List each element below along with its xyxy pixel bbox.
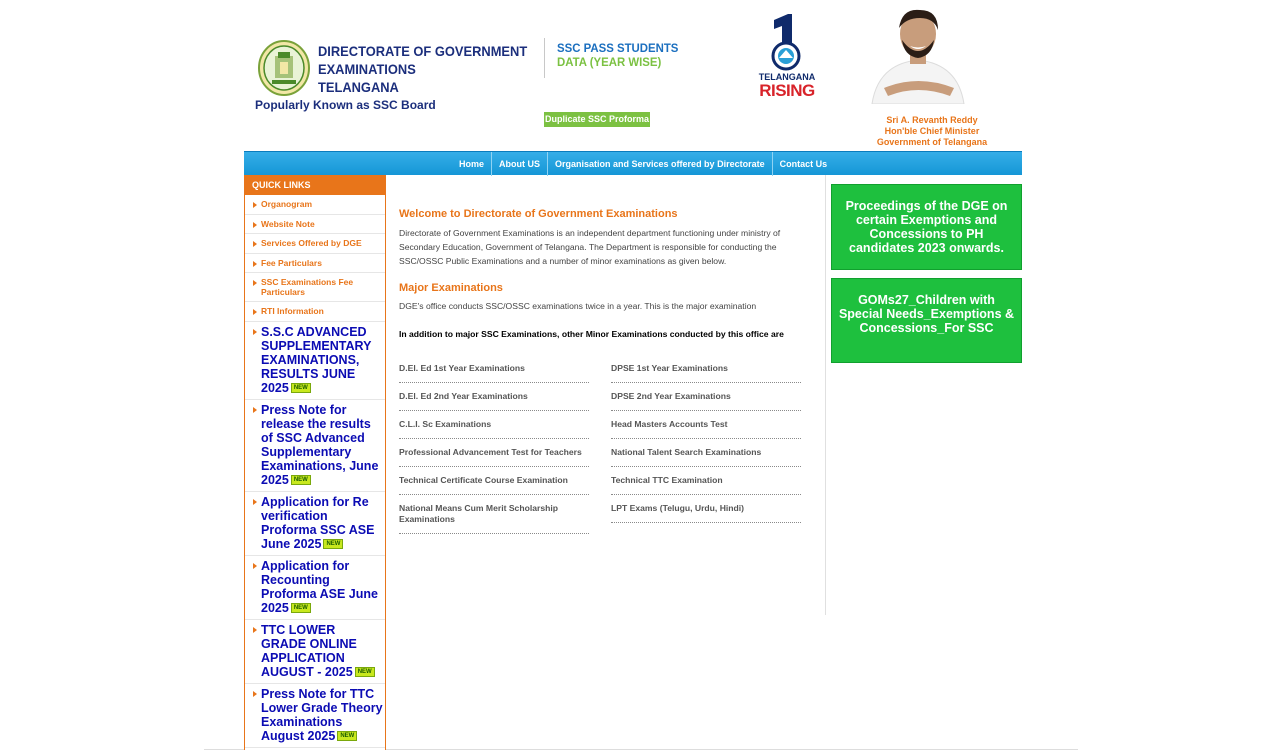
news-item[interactable] (245, 322, 385, 400)
news-item[interactable] (245, 400, 385, 492)
major-exams-title: Major Examinations (399, 282, 503, 294)
cm-caption (866, 115, 998, 148)
nav-organisation-services[interactable]: Organisation and Services offered by Directorate (548, 152, 773, 176)
nav-home[interactable]: Home (452, 152, 492, 176)
quick-link-services[interactable]: Services Offered by DGE (245, 234, 385, 254)
new-badge-icon: NEW (291, 603, 311, 613)
nav-about-us[interactable]: About US (492, 152, 548, 176)
news-text: Application for Recounting Proforma ASE June 2025 (261, 558, 378, 615)
news-text: Press Note for release the results of SSC Advanced Supplementary Examinations, June 2025 (261, 402, 379, 487)
news-item[interactable] (245, 684, 385, 748)
quick-link-rti-information[interactable]: RTI Information (245, 302, 385, 322)
major-exams-body: DGE's office conducts SSC/OSSC examinations twice in a year. This is the major examination (399, 301, 757, 311)
news-text: Press Note for TTC Lower Grade Theory Examinations August 2025 (261, 686, 383, 743)
quick-link-website-note[interactable]: Website Note (245, 215, 385, 235)
cm-name: Sri A. Revanth Reddy (886, 115, 978, 125)
exam-item[interactable]: D.El. Ed 2nd Year Examinations (399, 391, 589, 411)
rising-text-line2: RISING (759, 81, 815, 100)
quick-link-organogram[interactable]: Organogram (245, 195, 385, 215)
quick-link-fee-particulars[interactable]: Fee Particulars (245, 254, 385, 274)
exam-list-right (611, 363, 801, 531)
news-item[interactable] (245, 620, 385, 684)
chief-minister-photo (864, 2, 972, 104)
news-text: TTC LOWER GRADE ONLINE APPLICATION AUGUST - 2025 (261, 622, 357, 679)
exam-item[interactable]: Technical Certificate Course Examination (399, 475, 589, 495)
exam-item[interactable]: LPT Exams (Telugu, Urdu, Hindi) (611, 503, 801, 523)
ssc-pass-students-link[interactable] (557, 41, 678, 69)
org-title-line: EXAMINATIONS (318, 61, 416, 77)
duplicate-ssc-proforma-button[interactable]: Duplicate SSC Proforma (544, 112, 650, 127)
new-badge-icon: NEW (291, 475, 311, 485)
exam-item[interactable]: D.El. Ed 1st Year Examinations (399, 363, 589, 383)
ph-exemptions-proceedings-link[interactable]: Proceedings of the DGE on certain Exemptions and Concessions to PH candidates 2023 onwards. (831, 184, 1022, 270)
new-badge-icon: NEW (291, 383, 311, 393)
welcome-body: Directorate of Government Examinations is an independent department functioning under ministry of Secondary Education, Government of Telangana. The Department is responsible for conducting the SSC/OSSC Public Examinations and a number of minor examinations as given below. (399, 228, 781, 266)
minor-exams-intro: In addition to major SSC Examinations, other Minor Examinations conducted by this office are (399, 329, 784, 339)
exam-item[interactable]: Professional Advancement Test for Teachers (399, 447, 589, 467)
news-item[interactable] (245, 492, 385, 556)
new-badge-icon: NEW (323, 539, 343, 549)
nav-contact-us[interactable]: Contact Us (779, 159, 828, 169)
exam-item[interactable]: C.L.I. Sc Examinations (399, 419, 589, 439)
goms27-special-needs-link[interactable]: GOMs27_Children with Special Needs_Exemptions & Concessions_For SSC (831, 278, 1022, 363)
exam-list-left (399, 363, 589, 542)
org-title[interactable] (318, 42, 527, 96)
main-content (386, 175, 826, 615)
exam-item[interactable]: DPSE 2nd Year Examinations (611, 391, 801, 411)
quick-links-heading: QUICK LINKS (245, 175, 385, 195)
exam-item[interactable]: National Means Cum Merit Scholarship Examinations (399, 503, 589, 534)
news-text: Application for Re verification Proforma SSC ASE June 2025 (261, 494, 375, 551)
exam-item[interactable]: National Talent Search Examinations (611, 447, 801, 467)
welcome-title: Welcome to Directorate of Government Examinations (399, 208, 678, 220)
main-navbar (244, 151, 1022, 175)
exam-item[interactable]: DPSE 1st Year Examinations (611, 363, 801, 383)
header-divider (544, 38, 545, 78)
quick-links-sidebar (244, 175, 386, 750)
quick-link-ssc-fee-particulars[interactable]: SSC Examinations Fee Particulars (245, 273, 385, 302)
rising-text-line1: TELANGANA (758, 72, 816, 82)
new-badge-icon: NEW (337, 731, 357, 741)
news-text: S.S.C ADVANCED SUPPLEMENTARY EXAMINATIONS, RESULTS JUNE 2025 (261, 324, 372, 395)
pass-students-line2: DATA (YEAR WISE) (557, 55, 662, 69)
org-title-line: TELANGANA (318, 79, 399, 95)
cm-govt: Government of Telangana (876, 137, 988, 147)
telangana-seal-logo (258, 40, 310, 96)
org-tagline: Popularly Known as SSC Board (255, 98, 436, 112)
cm-title: Hon'ble Chief Minister (884, 126, 980, 136)
nav-items (452, 152, 834, 176)
org-title-line: DIRECTORATE OF GOVERNMENT (318, 43, 528, 59)
new-badge-icon: NEW (355, 667, 375, 677)
exam-item[interactable]: Technical TTC Examination (611, 475, 801, 495)
exam-item[interactable]: Head Masters Accounts Test (611, 419, 801, 439)
news-item[interactable] (245, 556, 385, 620)
pass-students-line1: SSC PASS STUDENTS (557, 41, 679, 55)
